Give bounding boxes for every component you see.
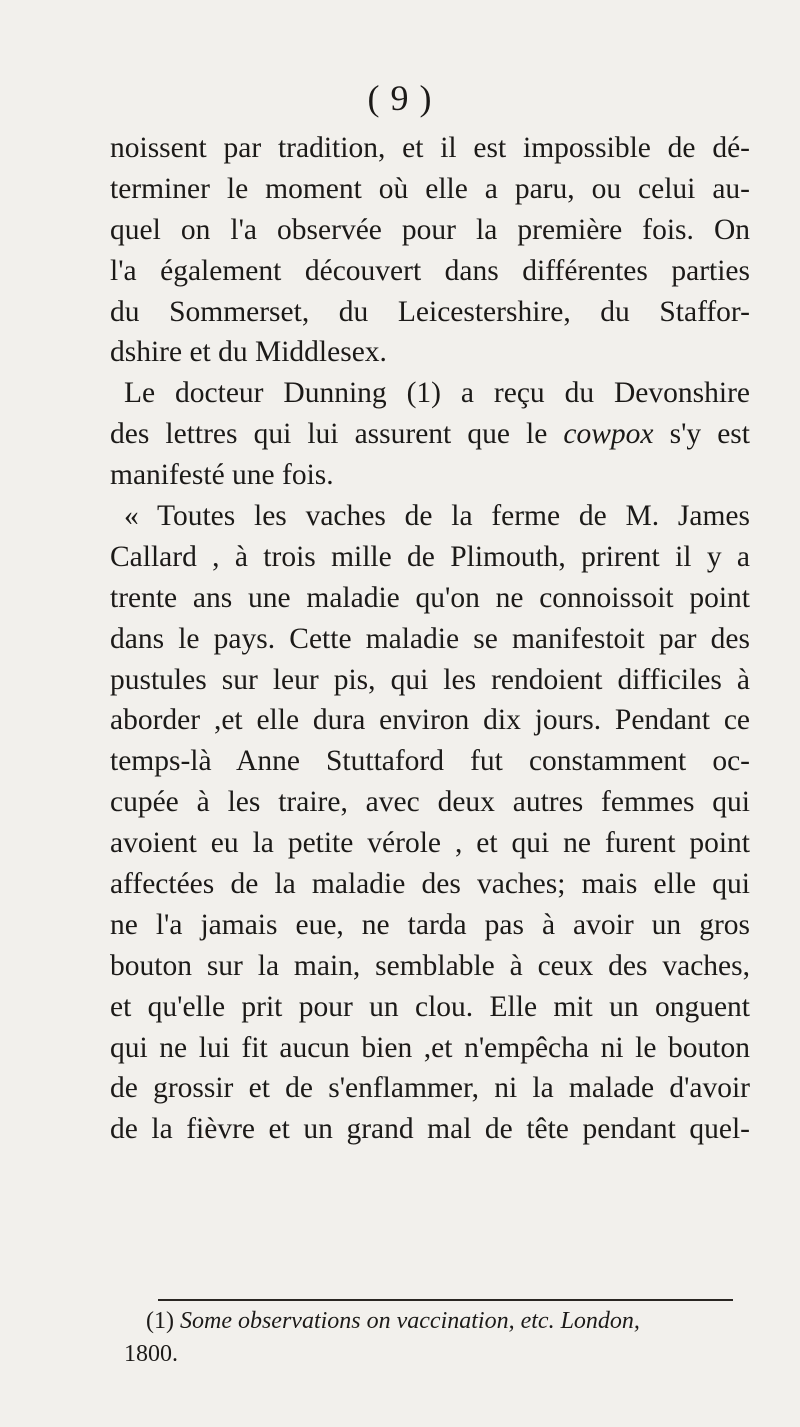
body-text [110, 128, 750, 1150]
text-line: Callard , à trois mille de Plimouth, prirent il y a [110, 540, 750, 573]
text-line: dans le pays. Cette maladie se manifestoit par des [110, 622, 750, 655]
text-line: de la fièvre et un grand mal de tête pendant quel- [110, 1113, 750, 1146]
text-line: pustules sur leur pis, qui les rendoient difficiles à [110, 663, 750, 696]
footnote-divider [158, 1299, 733, 1301]
footnote-year: 1800. [124, 1341, 178, 1367]
text-line: manifesté une fois. [110, 459, 334, 492]
footnote-line [124, 1305, 744, 1338]
text-line: bouton sur la main, semblable à ceux des vaches, [110, 949, 750, 982]
text-line: trente ans une maladie qu'on ne connoissoit point [110, 581, 750, 614]
text-line: qui ne lui fit aucun bien ,et n'empêcha ni le bouton [110, 1031, 750, 1064]
text-line: l'a également découvert dans différentes parties [110, 254, 750, 287]
text-line: « Toutes les vaches de la ferme de M. James [124, 500, 750, 533]
text-line: terminer le moment où elle a paru, ou celui au- [110, 172, 750, 205]
text-line: aborder ,et elle dura environ dix jours. Pendant ce [110, 704, 750, 737]
text-line: quel on l'a observée pour la première fois. On [110, 213, 750, 246]
text-line: et qu'elle prit pour un clou. Elle mit un onguent [110, 990, 750, 1023]
page-number: ( 9 ) [367, 78, 433, 118]
italic-term-cowpox: cowpox [563, 418, 654, 451]
text-line: noissent par tradition, et il est impossible de dé- [110, 132, 750, 164]
text-line: ne l'a jamais eue, ne tarda pas à avoir un gros [110, 908, 750, 941]
text-segment: s'y est [653, 418, 750, 451]
text-line: Le docteur Dunning (1) a reçu du Devonshire [124, 377, 750, 410]
text-line: avoient eu la petite vérole , et qui ne furent point [110, 827, 750, 860]
text-line: cupée à les traire, avec deux autres femmes qui [110, 786, 750, 819]
footnote-marker: (1) [146, 1308, 180, 1334]
footnote [124, 1305, 744, 1371]
text-segment: des lettres qui lui assurent que le [110, 418, 564, 451]
text-line: temps-là Anne Stuttaford fut constamment oc- [110, 745, 750, 778]
text-line: du Sommerset, du Leicestershire, du Staffor- [110, 295, 750, 328]
footnote-title: Some observations on vaccination, etc. London, [179, 1308, 640, 1334]
text-line: affectées de la maladie des vaches; mais elle qui [110, 868, 750, 901]
text-line: de grossir et de s'enflammer, ni la malade d'avoir [110, 1072, 750, 1105]
text-line: dshire et du Middlesex. [110, 336, 387, 369]
text-line [110, 414, 750, 455]
